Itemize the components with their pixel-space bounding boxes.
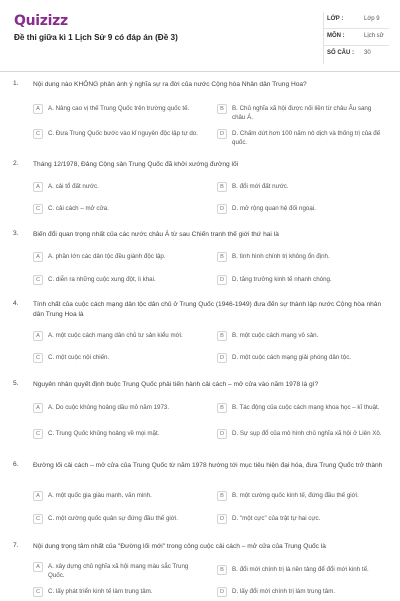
meta-count-value: 30 (364, 50, 371, 56)
option-letter-badge: C (33, 429, 43, 439)
question-text: Biến đổi quan trọng nhất của các nước châu Á từ sau Chiến tranh thế giới thứ hai là (33, 231, 279, 238)
option-text: D. lấy đổi mới chính trị làm trung tâm. (232, 588, 336, 595)
meta-count-row (323, 46, 389, 63)
option-letter-badge: C (33, 353, 43, 363)
question-number: 2. (13, 160, 19, 167)
option-letter-badge: C (33, 204, 43, 214)
option-letter-badge: A (33, 252, 43, 262)
option-letter-badge: B (217, 403, 227, 413)
option-letter-badge: D (217, 429, 227, 439)
option-text: A. một quốc gia giàu mạnh, văn minh. (48, 492, 152, 499)
meta-class-row (323, 12, 389, 29)
document-header (0, 0, 400, 72)
option-text: A. phần lớn các dân tộc đều giành độc lập. (48, 253, 166, 260)
option-letter-badge: B (217, 565, 227, 575)
option-text: C. diễn ra những cuộc xung đột, li khai. (48, 276, 156, 283)
meta-divider (323, 12, 324, 64)
option-text: D. mở rộng quan hệ đối ngoại. (232, 205, 316, 212)
question-number: 5. (13, 380, 19, 387)
option-letter-badge: B (217, 252, 227, 262)
option-text: C. một cường quốc quân sự đứng đầu thế giới. (48, 515, 178, 522)
option-letter-badge: C (33, 514, 43, 524)
option-text: D. "một cực" của trật tự hai cực. (232, 515, 321, 522)
option-letter-badge: A (33, 403, 43, 413)
document-title: Đề thi giữa kì 1 Lịch Sử 9 có đáp án (Đề 3) (14, 33, 178, 42)
meta-subject-label: MÔN : (327, 33, 345, 39)
option-letter-badge: B (217, 182, 227, 192)
option-text: D. một cuộc cách mạng giải phóng dân tộc. (232, 354, 352, 361)
option-text: C. cải cách – mở cửa. (48, 205, 109, 212)
question-text: Tính chất của cuộc cách mạng dân tộc dân chủ ở Trung Quốc (1946-1949) đưa đến sự thành lập nước Cộng hòa nhân dân Trung Hoa là (33, 301, 382, 318)
option-letter-badge: A (33, 562, 43, 572)
question-text: Nội dung trọng tâm nhất của "Đường lối mới" trong công cuộc cải cách – mở cửa của Trung Quốc là (33, 543, 326, 550)
option-text: A. Nâng cao vị thế Trung Quốc trên trường quốc tế. (48, 105, 190, 112)
meta-count-label: SỐ CÂU : (327, 50, 354, 56)
option-text: C. một cuộc nội chiến. (48, 354, 110, 361)
option-letter-badge: D (217, 514, 227, 524)
option-text: A. Do cuộc khủng hoảng dầu mỏ năm 1973. (48, 404, 170, 411)
option-text: B. đổi mới đất nước. (232, 183, 289, 190)
meta-class-label: LỚP : (327, 16, 344, 22)
option-text: B. một cuộc cách mạng vô sản. (232, 332, 319, 339)
meta-class-value: Lớp 9 (364, 16, 380, 22)
option-text: D. Sự sụp đổ của mô hình chủ nghĩa xã hội ở Liên Xô. (232, 430, 382, 437)
option-letter-badge: C (33, 129, 43, 139)
option-letter-badge: B (217, 104, 227, 114)
option-text: D. tăng trưởng kinh tế nhanh chóng. (232, 276, 332, 283)
option-letter-badge: D (217, 129, 227, 139)
meta-subject-value: Lịch sử (364, 33, 384, 39)
quizizz-logo[interactable]: Quizizz (14, 13, 68, 29)
option-letter-badge: A (33, 182, 43, 192)
option-letter-badge: B (217, 491, 227, 501)
option-letter-badge: C (33, 275, 43, 285)
option-text: B. tình hình chính trị không ổn định. (232, 253, 330, 260)
option-text: A. xây dựng chủ nghĩa xã hội mang màu sắc Trung Quốc. (48, 563, 189, 579)
option-letter-badge: B (217, 331, 227, 341)
option-text: C. Trung Quốc khủng hoảng về mọi mặt. (48, 430, 160, 437)
option-text: D. Chấm dứt hơn 100 năm nô dịch và thống trị của đế quốc. (232, 130, 381, 146)
option-text: B. Chủ nghĩa xã hội được nối liền từ châu Âu sang châu Á. (232, 105, 372, 121)
option-text: B. đổi mới chính trị là nền tảng để đổi mới kinh tế. (232, 566, 369, 573)
option-text: A. cải tổ đất nước. (48, 183, 99, 190)
question-number: 6. (13, 461, 19, 468)
question-number: 3. (13, 230, 19, 237)
question-number: 1. (13, 80, 19, 87)
question-number: 4. (13, 300, 19, 307)
option-letter-badge: D (217, 587, 227, 597)
question-text: Nội dung nào KHÔNG phản ánh ý nghĩa sự ra đời của nước Cộng hòa Nhân dân Trung Hoa? (33, 81, 307, 88)
option-text: B. một cường quốc kinh tế, đứng đầu thế giới. (232, 492, 359, 499)
option-letter-badge: D (217, 275, 227, 285)
option-text: A. một cuộc cách mạng dân chủ tư sản kiểu mới. (48, 332, 183, 339)
option-text: C. lấy phát triển kinh tế làm trung tâm. (48, 588, 153, 595)
meta-subject-row (323, 29, 389, 46)
option-letter-badge: A (33, 491, 43, 501)
option-letter-badge: C (33, 587, 43, 597)
option-letter-badge: A (33, 331, 43, 341)
option-letter-badge: D (217, 204, 227, 214)
question-text: Tháng 12/1978, Đảng Cộng sản Trung Quốc đã khởi xướng đường lối (33, 161, 239, 168)
option-letter-badge: D (217, 353, 227, 363)
document-meta (323, 12, 389, 63)
option-letter-badge: A (33, 104, 43, 114)
option-text: C. Đưa Trung Quốc bước vào kỉ nguyên độc lập tự do. (48, 130, 198, 137)
question-text: Nguyên nhân quyết định buộc Trung Quốc phải tiến hành cải cách – mở cửa vào năm 1978 là gì? (33, 381, 319, 388)
question-number: 7. (13, 542, 19, 549)
question-text: Đường lối cải cách – mở cửa của Trung Quốc từ năm 1978 hướng tới mục tiêu hiện đại hóa, đưa Trung Quốc trở thành (33, 462, 383, 469)
option-text: B. Tác động của cuộc cách mạng khoa học – kĩ thuật. (232, 404, 380, 411)
